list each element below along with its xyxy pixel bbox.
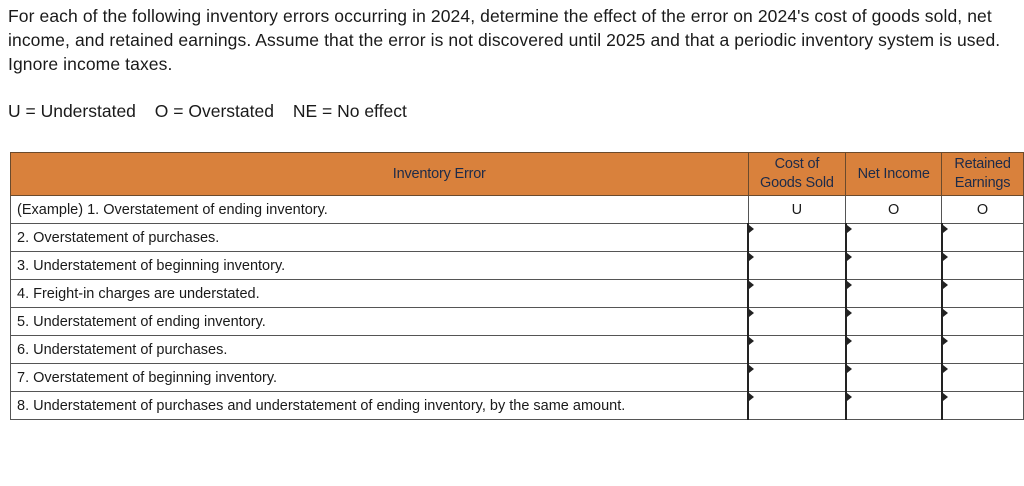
cogs-answer-input[interactable] — [748, 280, 846, 308]
retained-earnings-answer-input[interactable] — [942, 364, 1024, 392]
header-cogs-line1: Cost of — [774, 156, 820, 172]
net-income-answer-input[interactable] — [846, 336, 942, 364]
retained-earnings-answer-input[interactable] — [942, 280, 1024, 308]
table-header-row — [11, 153, 1024, 196]
header-cogs-line2: Goods Sold — [760, 175, 834, 191]
legend-understated: U = Understated — [8, 101, 136, 121]
table-row — [11, 280, 1024, 308]
instructions-text: For each of the following inventory errors occurring in 2024, determine the effect of the error on 2024's cost of goods sold, net income, and retained earnings. Assume that the error is not discovered until 2025 and that a periodic inventory system is used. Ignore income taxes. — [8, 6, 1001, 74]
example-row — [11, 196, 1024, 224]
dropdown-marker-icon — [943, 365, 948, 373]
dropdown-marker-icon — [847, 365, 852, 373]
net-income-answer-input[interactable] — [846, 252, 942, 280]
row-label: 4. Freight-in charges are understated. — [11, 280, 749, 308]
cogs-answer-input[interactable] — [748, 224, 846, 252]
header-cost-of-goods-sold — [748, 153, 846, 196]
row-label: 5. Understatement of ending inventory. — [11, 308, 749, 336]
dropdown-marker-icon — [847, 225, 852, 233]
dropdown-marker-icon — [749, 309, 754, 317]
row-label: 7. Overstatement of beginning inventory. — [11, 364, 749, 392]
example-net-income: O — [846, 196, 942, 224]
legend — [8, 99, 421, 123]
dropdown-marker-icon — [749, 281, 754, 289]
dropdown-marker-icon — [943, 225, 948, 233]
header-net-income: Net Income — [846, 153, 942, 196]
dropdown-marker-icon — [847, 393, 852, 401]
net-income-answer-input[interactable] — [846, 224, 942, 252]
dropdown-marker-icon — [847, 309, 852, 317]
retained-earnings-answer-input[interactable] — [942, 252, 1024, 280]
dropdown-marker-icon — [943, 393, 948, 401]
dropdown-marker-icon — [749, 393, 754, 401]
net-income-answer-input[interactable] — [846, 364, 942, 392]
dropdown-marker-icon — [749, 253, 754, 261]
cogs-answer-input[interactable] — [748, 364, 846, 392]
row-label: 3. Understatement of beginning inventory. — [11, 252, 749, 280]
retained-earnings-answer-input[interactable] — [942, 392, 1024, 420]
dropdown-marker-icon — [847, 253, 852, 261]
retained-earnings-answer-input[interactable] — [942, 308, 1024, 336]
legend-overstated: O = Overstated — [154, 101, 274, 121]
row-label: 2. Overstatement of purchases. — [11, 224, 749, 252]
cogs-answer-input[interactable] — [748, 252, 846, 280]
example-label: (Example) 1. Overstatement of ending inventory. — [11, 196, 749, 224]
retained-earnings-answer-input[interactable] — [942, 336, 1024, 364]
dropdown-marker-icon — [749, 365, 754, 373]
header-re-line1: Retained — [954, 156, 1011, 172]
dropdown-marker-icon — [943, 281, 948, 289]
retained-earnings-answer-input[interactable] — [942, 224, 1024, 252]
cogs-answer-input[interactable] — [748, 392, 846, 420]
table-row — [11, 336, 1024, 364]
table-row — [11, 392, 1024, 420]
header-re-line2: Earnings — [954, 175, 1011, 191]
dropdown-marker-icon — [749, 337, 754, 345]
net-income-answer-input[interactable] — [846, 392, 942, 420]
cogs-answer-input[interactable] — [748, 336, 846, 364]
row-label: 8. Understatement of purchases and understatement of ending inventory, by the same amount. — [11, 392, 749, 420]
inventory-error-table — [10, 152, 1024, 420]
header-inventory-error: Inventory Error — [11, 153, 749, 196]
legend-no-effect: NE = No effect — [292, 101, 407, 121]
table-row — [11, 308, 1024, 336]
net-income-answer-input[interactable] — [846, 280, 942, 308]
table-row — [11, 224, 1024, 252]
dropdown-marker-icon — [847, 337, 852, 345]
dropdown-marker-icon — [847, 281, 852, 289]
cogs-answer-input[interactable] — [748, 308, 846, 336]
dropdown-marker-icon — [749, 225, 754, 233]
row-label: 6. Understatement of purchases. — [11, 336, 749, 364]
table-row — [11, 364, 1024, 392]
example-cogs: U — [748, 196, 846, 224]
dropdown-marker-icon — [943, 253, 948, 261]
header-retained-earnings — [942, 153, 1024, 196]
table-row — [11, 252, 1024, 280]
dropdown-marker-icon — [943, 309, 948, 317]
net-income-answer-input[interactable] — [846, 308, 942, 336]
dropdown-marker-icon — [943, 337, 948, 345]
example-retained-earnings: O — [942, 196, 1024, 224]
